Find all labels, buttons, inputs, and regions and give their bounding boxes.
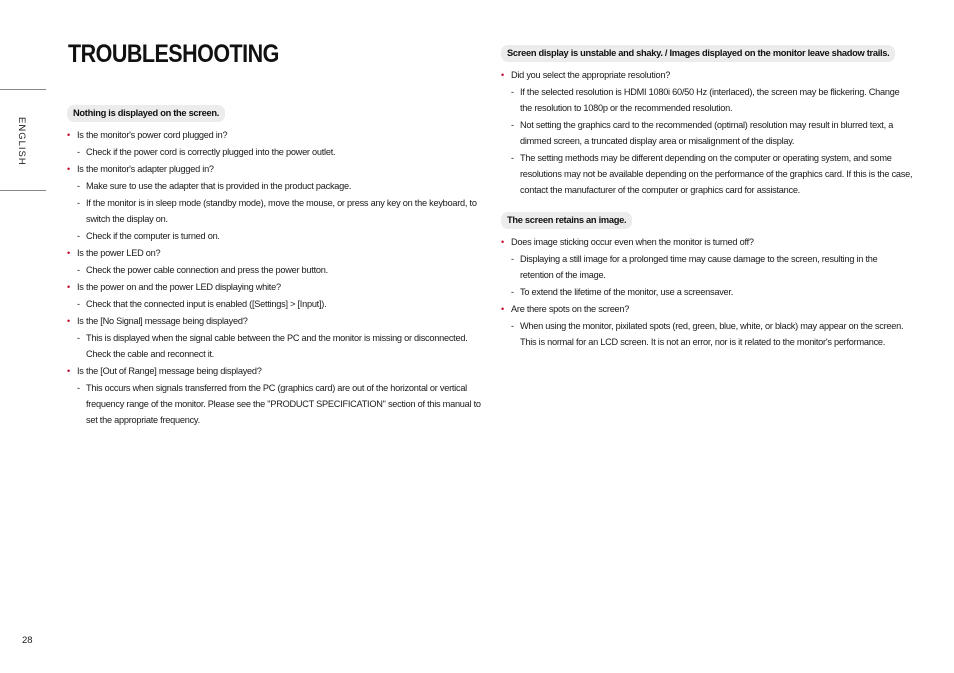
question-text: • Did you select the appropriate resolution? <box>511 70 671 80</box>
question-item <box>67 245 485 278</box>
troubleshooting-section <box>67 105 485 428</box>
section-heading: Screen display is unstable and shaky. / Images displayed on the monitor leave shadow trails. <box>501 45 895 62</box>
sidebar-rule-top <box>0 89 46 90</box>
answer-item: - This occurs when signals transferred from the PC (graphics card) are out of the horizontal or vertical frequency range of the monitor. Please see the "PRODUCT SPECIFICATION" section of this manual to set the appropriate frequency. <box>77 380 485 428</box>
answer-list <box>77 380 485 428</box>
answer-item: - To extend the lifetime of the monitor, use a screensaver. <box>511 284 913 300</box>
right-column <box>501 45 913 364</box>
page-number: 28 <box>22 635 33 646</box>
answer-item: - Make sure to use the adapter that is provided in the product package. <box>77 178 485 194</box>
answer-item: - This is displayed when the signal cable between the PC and the monitor is missing or disconnected. Check the cable and reconnect it. <box>77 330 485 362</box>
question-item <box>67 363 485 428</box>
troubleshooting-section <box>501 212 913 350</box>
answer-list <box>77 262 485 278</box>
question-item <box>501 234 913 300</box>
answer-item: - Check that the connected input is enabled ([Settings] > [Input]). <box>77 296 485 312</box>
answer-list <box>77 330 485 362</box>
question-text: • Is the [No Signal] message being displayed? <box>77 316 248 326</box>
question-item <box>67 313 485 362</box>
question-text: • Is the power LED on? <box>77 248 161 258</box>
section-heading: Nothing is displayed on the screen. <box>67 105 225 122</box>
sidebar-rule-bottom <box>0 190 46 191</box>
question-item <box>67 127 485 160</box>
answer-item: - Check if the power cord is correctly plugged into the power outlet. <box>77 144 485 160</box>
answer-list <box>77 296 485 312</box>
answer-list <box>511 251 913 300</box>
question-text: • Is the power on and the power LED displaying white? <box>77 282 281 292</box>
question-text: • Is the monitor's adapter plugged in? <box>77 164 214 174</box>
section-heading: The screen retains an image. <box>501 212 632 229</box>
page-title: TROUBLESHOOTING <box>68 40 279 68</box>
answer-item: - If the monitor is in sleep mode (standby mode), move the mouse, or press any key on the keyboard, to switch the display on. <box>77 195 485 227</box>
answer-list <box>77 144 485 160</box>
question-item <box>501 67 913 198</box>
answer-item: - Check the power cable connection and press the power button. <box>77 262 485 278</box>
answer-item: - Not setting the graphics card to the recommended (optimal) resolution may result in blurred text, a dimmed screen, a truncated display area or misalignment of the display. <box>511 117 913 149</box>
question-item <box>67 161 485 244</box>
question-text: • Are there spots on the screen? <box>511 304 630 314</box>
answer-item: - Check if the computer is turned on. <box>77 228 485 244</box>
answer-item: - Displaying a still image for a prolonged time may cause damage to the screen, resulting in the retention of the image. <box>511 251 913 283</box>
language-label: ENGLISH <box>16 117 27 166</box>
question-item <box>501 301 913 350</box>
question-item <box>67 279 485 312</box>
question-list <box>501 234 913 350</box>
left-column <box>67 105 485 442</box>
answer-list <box>511 318 913 350</box>
troubleshooting-section <box>501 45 913 198</box>
answer-list <box>511 84 913 198</box>
question-list <box>501 67 913 198</box>
answer-item: - The setting methods may be different depending on the computer or operating system, and some resolutions may not be available depending on the performance of the graphics card. If this is the case, contact the manufacturer of the computer or graphics card for assistance. <box>511 150 913 198</box>
question-text: • Does image sticking occur even when the monitor is turned off? <box>511 237 754 247</box>
question-list <box>67 127 485 428</box>
answer-item: - When using the monitor, pixilated spots (red, green, blue, white, or black) may appear on the screen. This is normal for an LCD screen. It is not an error, nor is it related to the monitor's performance. <box>511 318 913 350</box>
answer-item: - If the selected resolution is HDMI 1080i 60/50 Hz (interlaced), the screen may be flickering. Change the resolution to 1080p or the recommended resolution. <box>511 84 913 116</box>
question-text: • Is the [Out of Range] message being displayed? <box>77 366 262 376</box>
answer-list <box>77 178 485 244</box>
question-text: • Is the monitor's power cord plugged in? <box>77 130 228 140</box>
